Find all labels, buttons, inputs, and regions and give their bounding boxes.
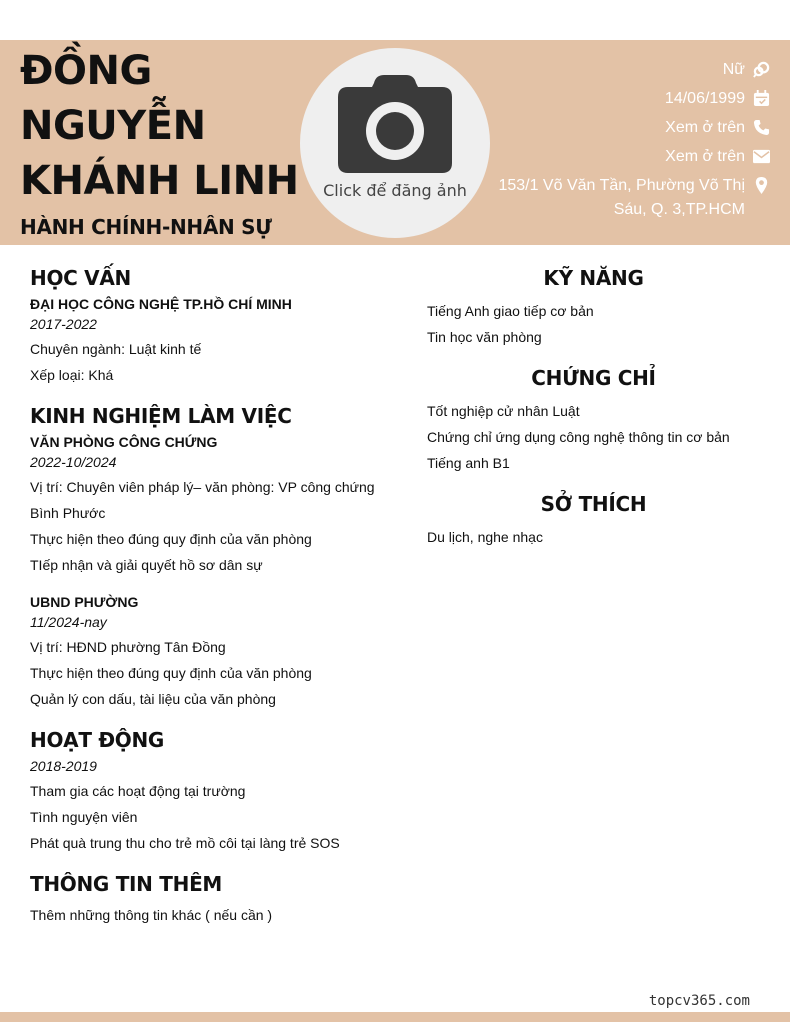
email-text: Xem ở trên — [665, 148, 745, 165]
contact-phone — [470, 116, 770, 140]
hobbies-title: SỞ THÍCH — [540, 492, 647, 516]
gender-icon — [753, 61, 770, 78]
activities-title: HOẠT ĐỘNG — [30, 728, 165, 752]
contact-address — [470, 174, 770, 222]
experience-section — [30, 404, 390, 712]
location-icon — [753, 177, 770, 194]
contact-gender — [470, 58, 770, 82]
job-title: HÀNH CHÍNH-NHÂN SỰ — [20, 215, 272, 239]
certificate-line: Tốt nghiệp cử nhân Luật — [427, 403, 580, 419]
calendar-icon — [753, 90, 770, 107]
full-name-line-1: ĐỒNG — [20, 48, 152, 94]
job-line: Vị trí: HĐND phường Tân Đồng — [30, 639, 226, 655]
certificate-line: Tiếng anh B1 — [427, 455, 510, 471]
camera-icon — [338, 75, 452, 175]
additional-info-section — [30, 872, 390, 928]
job-line: Thực hiện theo đúng quy định của văn phòng — [30, 531, 312, 547]
contact-email — [470, 145, 770, 169]
photo-upload-button[interactable] — [300, 48, 490, 238]
activity-line: Phát quà trung thu cho trẻ mồ côi tại làng trẻ SOS — [30, 835, 340, 851]
skills-section — [427, 266, 760, 350]
job-line: Thực hiện theo đúng quy định của văn phòng — [30, 665, 312, 681]
photo-upload-label: Click để đăng ảnh — [323, 181, 467, 200]
footer-bar — [0, 1012, 790, 1022]
address-text: 153/1 Võ Văn Tần, Phường Võ Thị Sáu, Q. 3,TP.HCM — [498, 177, 745, 218]
school-name: ĐẠI HỌC CÔNG NGHỆ TP.HỒ CHÍ MINH — [30, 296, 292, 312]
name-block — [20, 44, 310, 239]
skill-line: Tiếng Anh giao tiếp cơ bản — [427, 303, 594, 319]
job-line: TIếp nhận và giải quyết hồ sơ dân sự — [30, 557, 263, 573]
certificates-title: CHỨNG CHỈ — [531, 366, 656, 390]
job-line: Quản lý con dấu, tài liệu của văn phòng — [30, 691, 276, 707]
full-name-line-3: KHÁNH LINH — [20, 158, 299, 204]
education-section — [30, 266, 390, 388]
education-title: HỌC VẤN — [30, 266, 131, 290]
hobbies-section — [427, 492, 760, 550]
certificate-line: Chứng chỉ ứng dụng công nghệ thông tin cơ bản — [427, 429, 730, 445]
additional-info-title: THÔNG TIN THÊM — [30, 872, 223, 896]
job-org: UBND PHƯỜNG — [30, 594, 139, 610]
education-period: 2017-2022 — [30, 316, 97, 332]
contact-info — [470, 58, 770, 227]
contact-birthday — [470, 87, 770, 111]
job-org: VĂN PHÒNG CÔNG CHỨNG — [30, 434, 218, 450]
education-line: Chuyên ngành: Luật kinh tế — [30, 341, 202, 357]
phone-text: Xem ở trên — [665, 119, 745, 136]
job-period: 2022-10/2024 — [30, 454, 117, 470]
activity-line: Tham gia các hoạt động tại trường — [30, 783, 246, 799]
email-icon — [753, 148, 770, 165]
hobby-line: Du lịch, nghe nhạc — [427, 529, 543, 545]
cv-header — [0, 40, 790, 245]
skill-line: Tin học văn phòng — [427, 329, 542, 345]
phone-icon — [753, 119, 770, 136]
gender-text: Nữ — [722, 61, 745, 78]
certificates-section — [427, 366, 760, 476]
skills-title: KỸ NĂNG — [543, 266, 644, 290]
education-line: Xếp loại: Khá — [30, 367, 114, 383]
birthday-text: 14/06/1999 — [664, 90, 745, 107]
activities-period: 2018-2019 — [30, 758, 97, 774]
job-line: Vị trí: Chuyên viên pháp lý– văn phòng: VP công chứng Bình Phước — [30, 479, 375, 521]
right-column — [427, 266, 760, 550]
activity-line: Tình nguyện viên — [30, 809, 138, 825]
activities-section — [30, 728, 390, 856]
footer-url: topcv365.com — [648, 993, 750, 1009]
experience-title: KINH NGHIỆM LÀM VIỆC — [30, 404, 292, 428]
job-period: 11/2024-nay — [30, 614, 107, 630]
additional-info-line: Thêm những thông tin khác ( nếu cần ) — [30, 907, 273, 923]
full-name-line-2: NGUYỄN — [20, 103, 206, 149]
left-column — [30, 266, 390, 928]
